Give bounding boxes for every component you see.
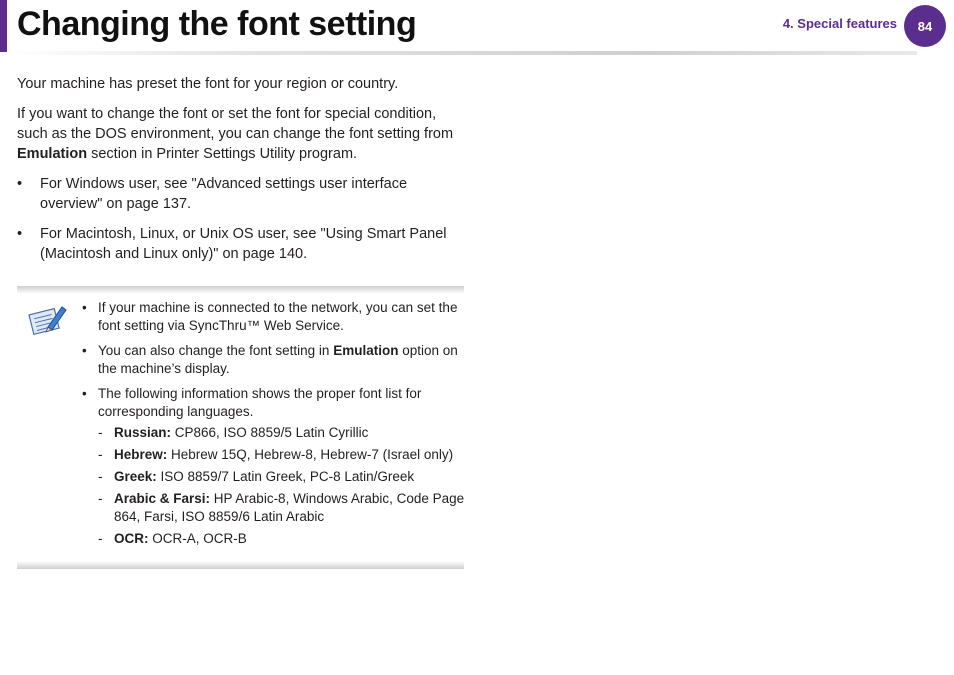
language-name: Arabic & Farsi: [114,491,211,506]
paragraph-text: section in Printer Settings Utility program. [87,146,358,162]
note-text: You can also change the font setting in [98,343,334,358]
note-pencil-icon [26,301,68,337]
emulation-paragraph [17,104,467,164]
bullet-marker: • [82,343,87,358]
font-entry-ocr [98,530,465,548]
font-names: Hebrew 15Q, Hebrew-8, Hebrew-7 (Israel only) [167,447,454,462]
list-item [82,299,465,335]
font-names: CP866, ISO 8859/5 Latin Cyrillic [171,425,369,440]
list-item [17,224,467,264]
network-note: If your machine is connected to the network, you can set the font setting via SyncThru™ Web Service. [98,300,458,333]
note-box [17,286,464,569]
windows-instruction: For Windows user, see "Advanced settings user interface overview" on page 137. [40,176,408,212]
dash-marker: - [98,425,103,440]
list-item [17,174,467,214]
main-content [17,74,467,274]
note-text: option on the machine’s display. [98,343,458,376]
os-instructions-list [17,174,467,264]
bullet-marker: • [82,386,87,401]
chapter-label: 4. Special features [782,16,897,31]
dash-marker: - [98,469,103,484]
bullet-marker: • [82,300,87,315]
page-number: 84 [917,18,933,34]
bullet-marker: • [17,226,23,242]
intro-paragraph: Your machine has preset the font for your region or country. [17,76,399,92]
font-list-intro: The following information shows the proper font list for corresponding languages. [98,386,422,419]
language-name: Russian: [114,425,172,440]
font-entry-hebrew [98,446,465,464]
language-name: OCR: [114,531,149,546]
dash-marker: - [98,531,103,546]
dash-marker: - [98,491,103,506]
note-bottom-border [17,561,464,569]
font-entry-arabic-farsi [98,490,465,526]
list-item [82,342,465,378]
font-names: ISO 8859/7 Latin Greek, PC-8 Latin/Greek [156,469,415,484]
paragraph-text: If you want to change the font or set the font for special condition, such as the DOS environment, you can change the font setting from [17,106,454,142]
list-item [82,385,465,548]
title-underline [7,51,917,55]
display-note [98,343,458,376]
font-language-list [98,424,465,548]
page-title: Changing the font setting [17,5,417,43]
header-accent-bar [0,0,7,52]
bullet-marker: • [17,176,23,192]
font-names: OCR-A, OCR-B [148,531,247,546]
dash-marker: - [98,447,103,462]
note-top-border [17,286,464,294]
note-list [82,299,465,555]
emulation-term: Emulation [333,343,399,358]
font-entry-greek [98,468,465,486]
language-name: Hebrew: [114,447,168,462]
mac-linux-instruction: For Macintosh, Linux, or Unix OS user, see "Using Smart Panel (Macintosh and Linux only)" on page 140. [40,226,447,262]
font-entry-russian [98,424,465,442]
emulation-term: Emulation [17,146,88,162]
page-number-badge [904,5,946,47]
font-names: HP Arabic-8, Windows Arabic, Code Page 864, Farsi, ISO 8859/6 Latin Arabic [114,491,465,524]
language-name: Greek: [114,469,157,484]
